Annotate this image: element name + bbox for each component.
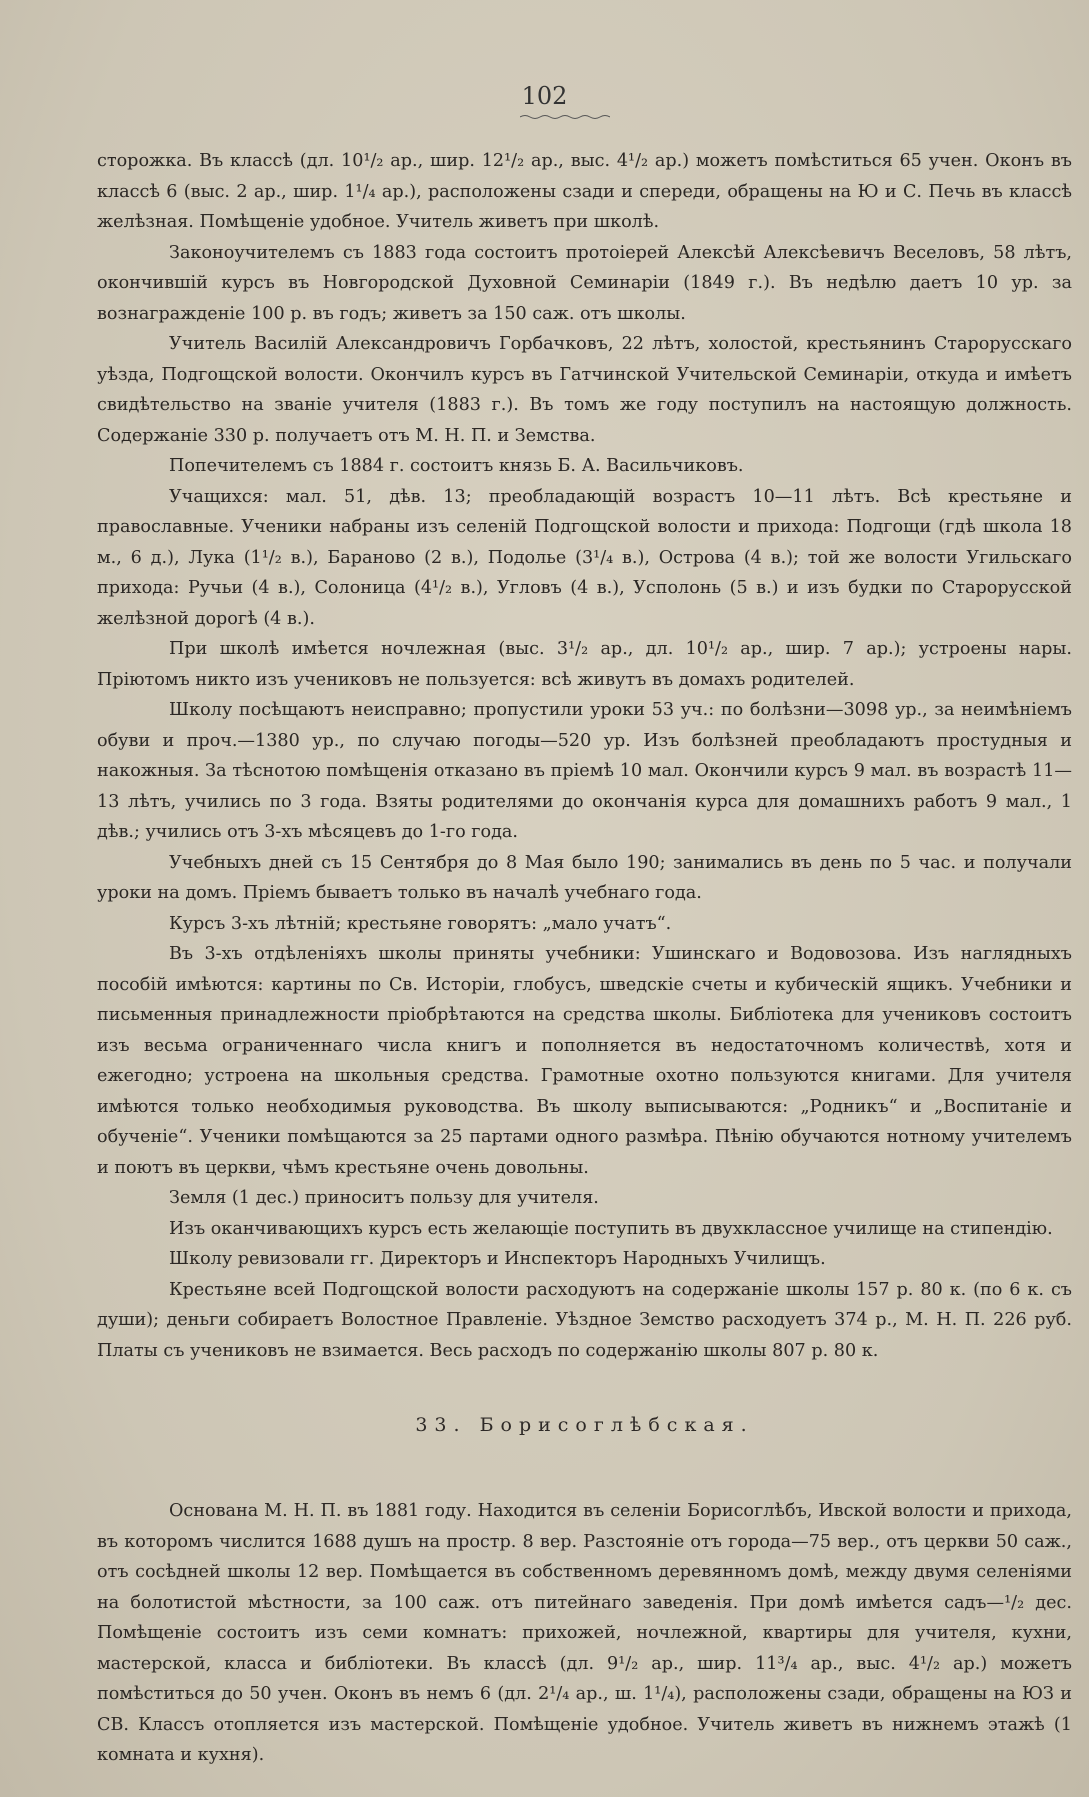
paragraph: Учебныхъ дней съ 15 Сентября до 8 Мая было 190; занимались въ день по 5 час. и получали уроки на домъ. Пріемъ бываетъ только въ началѣ учебнаго года. — [97, 852, 1072, 903]
paragraph: Попечителемъ съ 1884 г. состоитъ князь Б. А. Васильчиковъ. — [169, 456, 744, 476]
paragraph: Учащихся: мал. 51, дѣв. 13; преобладающій возрастъ 10—11 лѣтъ. Всѣ крестьяне и православные. Ученики набраны изъ селеній Подгощской волости и прихода: Подгощи (гдѣ школа 18 м., 6 д.), Лука (1¹/₂ в.), Бараново (2 в.), Подолье (3¹/₄ в.), Острова (4 в.); той же волости Угильскаго прихода: Ручьи (4 в.), Солоница (4¹/₂ в.), Угловъ (4 в.), Усполонь (5 в.) и изъ будки по Старорусской желѣзной дорогѣ (4 в.). — [97, 486, 1072, 629]
decorative-rule — [520, 114, 610, 120]
paragraph: Изъ оканчивающихъ курсъ есть желающіе поступить въ двухклассное училище на стипендію. — [169, 1218, 1053, 1239]
paragraph: Школу ревизовали гг. Директоръ и Инспекторъ Народныхъ Училищъ. — [169, 1249, 826, 1269]
paragraph: Школу посѣщаютъ неисправно; пропустили уроки 53 уч.: по болѣзни—3098 ур., за неимѣніемъ обуви и проч.—1380 ур., по случаю погоды—520 ур. Изъ болѣзней преобладаютъ простудныя и накожныя. За тѣснотою помѣщенія отказано въ пріемѣ 10 мал. Окончили курсъ 9 мал. въ возрастѣ 11—13 лѣтъ, учились по 3 года. Взяты родителями до окончанія курса для домашнихъ работъ 9 мал., 1 дѣв.; учились отъ 3-хъ мѣсяцевъ до 1-го года. — [97, 700, 1072, 842]
paragraph: Основана М. Н. П. въ 1881 году. Находится въ селеніи Борисоглѣбъ, Ивской волости и прихода, въ которомъ числится 1688 душъ на простр. 8 вер. Разстояніе отъ города—75 вер., отъ церкви 50 саж., отъ сосѣдней школы 12 вер. Помѣщается въ собственномъ деревянномъ домѣ, между двумя селеніями на болотистой мѣстности, за 100 саж. отъ питейнаго заведенія. При домѣ имѣется садъ—¹/₂ дес. Помѣщеніе состоитъ изъ семи комнатъ: прихожей, ночлежной, квартиры для учителя, кухни, мастерской, класса и библіотеки. Въ классѣ (дл. 9¹/₂ ар., шир. 11³/₄ ар., выс. 4¹/₂ ар.) можетъ помѣститься до 50 учен. Оконъ въ немъ 6 (дл. 2¹/₄ ар., ш. 1¹/₄), расположены сзади, обращены на ЮЗ и СВ. Классъ отопляется изъ мастерской. Помѣщеніе удобное. Учитель живетъ въ нижнемъ этажѣ (1 комната и кухня). — [97, 1501, 1072, 1765]
paragraph: Въ 3-хъ отдѣленіяхъ школы приняты учебники: Ушинскаго и Водовозова. Изъ наглядныхъ пособій имѣются: картины по Св. Исторіи, глобусъ, шведскіе счеты и кубическій ящикъ. Учебники и письменныя принадлежности пріобрѣтаются на средства школы. Библіотека для учениковъ состоитъ изъ весьма ограниченнаго числа книгъ и пополняется въ недостаточномъ количествѣ, хотя и ежегодно; устроена на школьныя средства. Грамотные охотно пользуются книгами. Для учителя имѣются только необходимыя руководства. Въ школу выписываются: „Родникъ“ и „Воспитаніе и обученіе“. Ученики помѣщаются за 25 партами одного размѣра. Пѣнію обучаются нотному учителемъ и поютъ въ церкви, чѣмъ крестьяне очень довольны. — [97, 944, 1072, 1178]
paragraph: Земля (1 дес.) приноситъ пользу для учителя. — [169, 1188, 599, 1208]
page-body — [97, 146, 1072, 1771]
paragraph: При школѣ имѣется ночлежная (выс. 3¹/₂ ар., дл. 10¹/₂ ар., шир. 7 ар.); устроены нары. Пріютомъ никто изъ учениковъ не пользуется: всѣ живутъ въ домахъ родителей. — [97, 639, 1072, 690]
paragraph: сторожка. Въ классѣ (дл. 10¹/₂ ар., шир. 12¹/₂ ар., выс. 4¹/₂ ар.) можетъ помѣститься 65 учен. Оконъ въ классѣ 6 (выс. 2 ар., шир. 1¹/₄ ар.), расположены сзади и спереди, обращены на Ю и С. Печь въ классѣ желѣзная. Помѣщеніе удобное. Учитель живетъ при школѣ. — [97, 151, 1072, 232]
paragraph: Курсъ 3-хъ лѣтній; крестьяне говорятъ: „мало учатъ“. — [169, 913, 672, 934]
paragraph: Законоучителемъ съ 1883 года состоитъ протоіерей Алексѣй Алексѣевичъ Веселовъ, 58 лѣтъ, окончившій курсъ въ Новгородской Духовной Семинаріи (1849 г.). Въ недѣлю даетъ 10 ур. за вознагражденіе 100 р. въ годъ; живетъ за 150 саж. отъ школы. — [97, 242, 1072, 324]
page-number: 102 — [521, 82, 568, 110]
paragraph: Учитель Василій Александровичъ Горбачковъ, 22 лѣтъ, холостой, крестьянинъ Старорусскаго уѣзда, Подгощской волости. Окончилъ курсъ въ Гатчинской Учительской Семинаріи, откуда и имѣетъ свидѣтельство на званіе учителя (1883 г.). Въ томъ же году поступилъ на настоящую должность. Содержаніе 330 р. получаетъ отъ М. Н. П. и Земства. — [97, 334, 1072, 446]
section-heading: 33. Борисоглѣбская. — [415, 1414, 754, 1436]
paragraph: Крестьяне всей Подгощской волости расходуютъ на содержаніе школы 157 р. 80 к. (по 6 к. съ души); деньги собираетъ Волостное Правленіе. Уѣздное Земство расходуетъ 374 р., М. Н. П. 226 руб. Платы съ учениковъ не взимается. Весь расходъ по содержанію школы 807 р. 80 к. — [97, 1279, 1072, 1361]
